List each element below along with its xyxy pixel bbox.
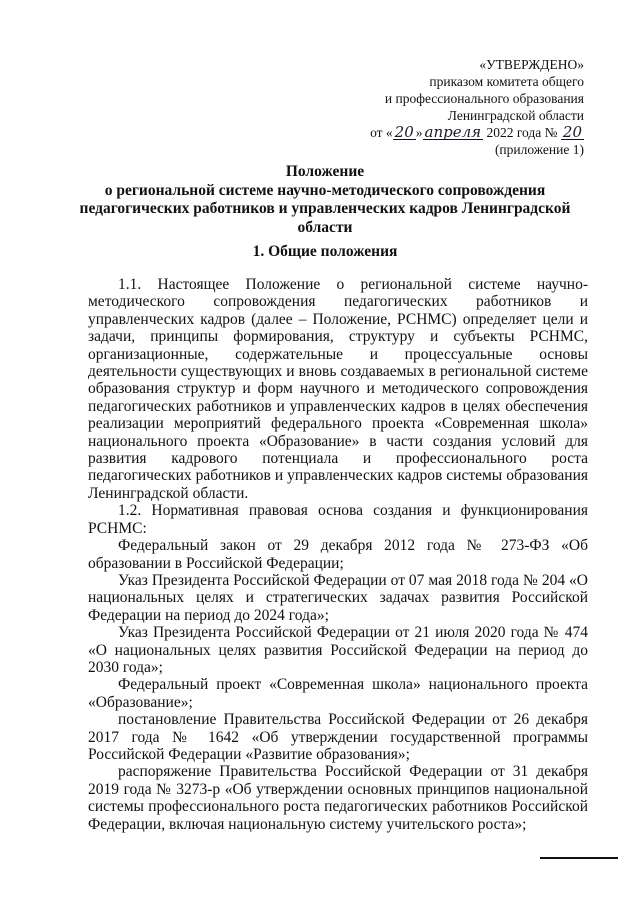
document-body (88, 276, 588, 833)
approval-date-line (324, 124, 584, 141)
date-month-handwritten: апреля (424, 123, 482, 141)
legal-basis-item: Указ Президента Российской Федерации от 21 июля 2020 года № 474 «О национальных целях развития Российской Федерации на период до 2030 года»; (88, 624, 588, 676)
footer-rule (540, 857, 618, 859)
date-prefix: от « (370, 125, 393, 140)
approval-order-line: приказом комитета общего (429, 74, 584, 89)
approval-region-line: Ленинградской области (447, 108, 584, 123)
paragraph-1-2: 1.2. Нормативная правовая основа создания и функционирования РСНМС: (88, 502, 588, 537)
paragraph-1-1: 1.1. Настоящее Положение о региональной системе научно-методического сопровождения педагогических работников и управленческих кадров (далее – Положение, РСНМС) определяет цели и задачи, принципы формирования, структуру и субъекты РСНМС, организационные, содержательные и процессуальные основы деятельности существующих и вновь создаваемых в региональной системе образования структур и форм научного и методического сопровождения педагогических работников и управленческих кадров в целях обеспечения реализации мероприятий федерального проекта «Современная школа» национального проекта «Образование» в части создания условий для развития кадрового потенциала и профессионального роста педагогических работников и управленческих кадров системы образования Ленинградской области. (88, 276, 588, 502)
title-line-4: области (297, 218, 353, 236)
date-year: 2022 года № (483, 125, 558, 140)
legal-basis-item: постановление Правительства Российской Федерации от 26 декабря 2017 года № 1642 «Об утверждении государственной программы Российской Федерации «Развитие образования»; (88, 711, 588, 763)
order-number-handwritten: 20 (562, 123, 582, 141)
legal-basis-item: Федеральный проект «Современная школа» национального проекта «Образование»; (88, 676, 588, 711)
title-line-3: педагогических работников и управленческих кадров Ленинградской (79, 200, 571, 217)
date-mid: » (415, 125, 423, 140)
appendix-note: (приложение 1) (494, 142, 584, 157)
document-title (60, 163, 590, 237)
title-line-1: Положение (285, 163, 365, 180)
legal-basis-item: Федеральный закон от 29 декабря 2012 года № 273-ФЗ «Об образовании в Российской Федерации; (88, 537, 588, 572)
legal-basis-item: распоряжение Правительства Российской Федерации от 31 декабря 2019 года № 3273-р «Об утверждении основных принципов национальной системы профессионального роста педагогических работников Российской Федерации, включая национальную систему учительского роста»; (88, 763, 588, 833)
approval-stamp: «УТВЕРЖДЕНО» (479, 57, 584, 72)
date-day-handwritten: 20 (394, 123, 414, 141)
approval-committee-line: и профессионального образования (384, 91, 584, 106)
approval-block (324, 56, 584, 158)
title-line-2: о региональной системе научно-методического сопровождения (104, 181, 546, 199)
legal-basis-item: Указ Президента Российской Федерации от 07 мая 2018 года № 204 «О национальных целях и стратегических задачах развития Российской Федерации на период до 2024 года»; (88, 571, 588, 624)
section-heading: 1. Общие положения (252, 243, 398, 260)
